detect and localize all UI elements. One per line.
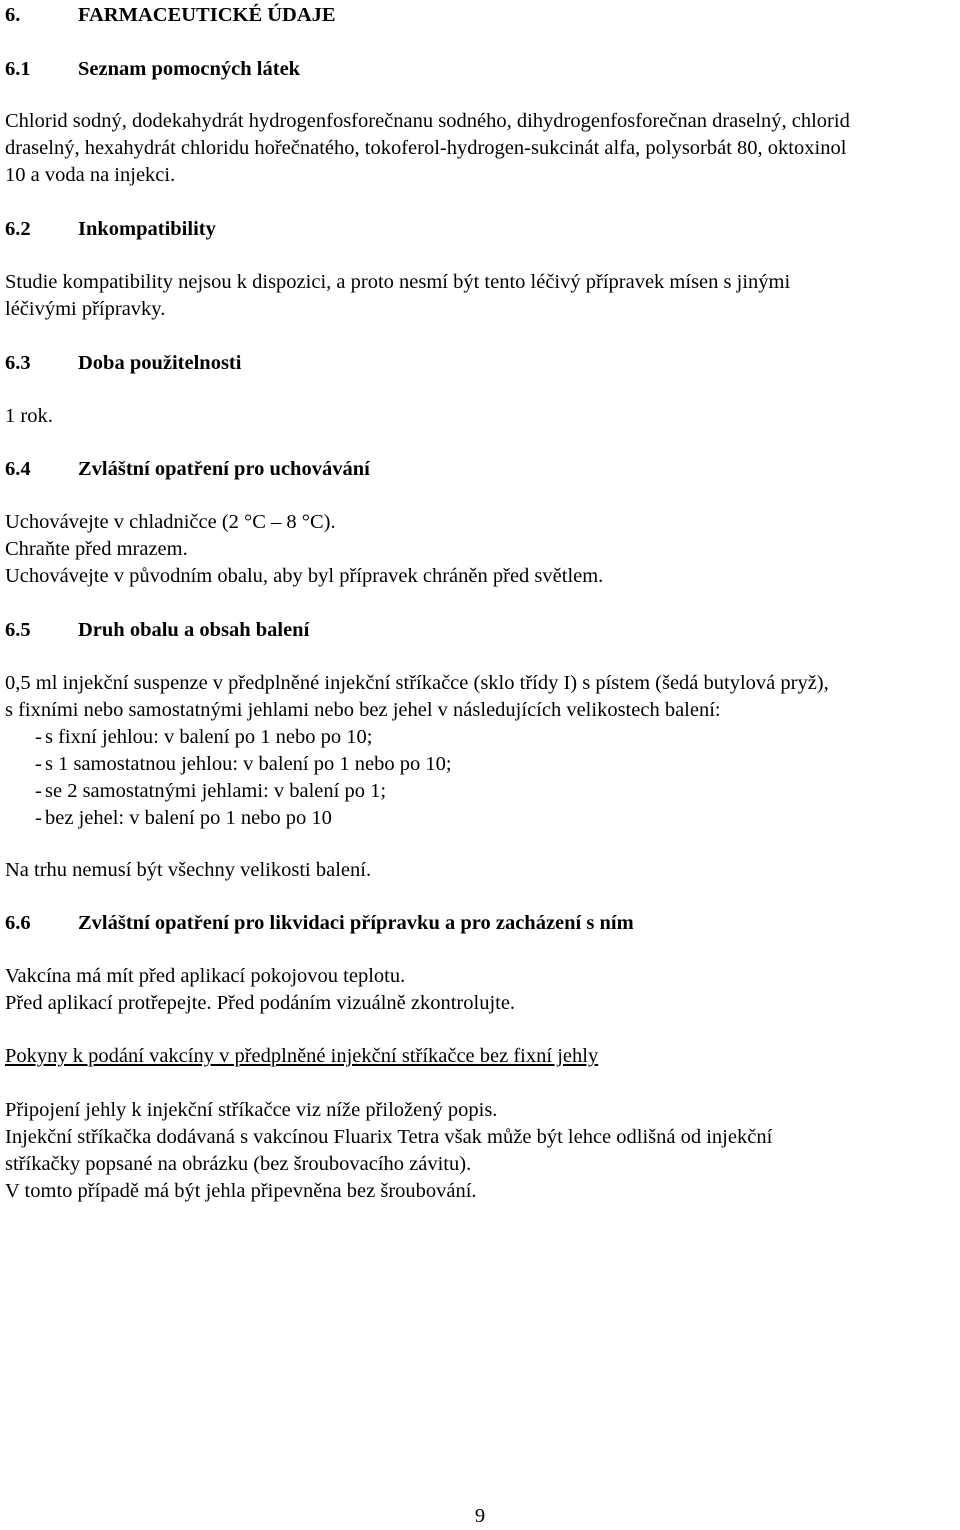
text-line: Injekční stříkačka dodávaná s vakcínou Fluarix Tetra však může být lehce odlišná od injekční [5, 1126, 773, 1148]
section-number: 6.2 [5, 218, 31, 240]
section-number: 6.1 [5, 58, 31, 80]
page-number: 9 [474, 1505, 486, 1527]
list-item-text: s 1 samostatnou jehlou: v balení po 1 nebo po 10; [45, 753, 452, 775]
text-line: s fixními nebo samostatnými jehlami nebo bez jehel v následujících velikostech balení: [5, 699, 721, 721]
list-item [5, 724, 829, 751]
text-line: Připojení jehly k injekční stříkačce viz níže přiložený popis. [5, 1099, 498, 1121]
section-heading-6-5 [5, 617, 309, 644]
section-title: Doba použitelnosti [78, 352, 242, 374]
section-number: 6.3 [5, 352, 31, 374]
section-heading-6 [5, 2, 336, 29]
section-heading-6-1 [5, 56, 300, 83]
list-dash: - [35, 726, 42, 748]
list-item-text: bez jehel: v balení po 1 nebo po 10 [45, 807, 332, 829]
list-item-text: s fixní jehlou: v balení po 1 nebo po 10; [45, 726, 373, 748]
section-title: Zvláštní opatření pro uchovávání [78, 458, 370, 480]
section-title: Druh obalu a obsah balení [78, 619, 310, 641]
section-number: 6.5 [5, 619, 31, 641]
text-line: 10 a voda na injekci. [5, 164, 176, 186]
text-line: Chlorid sodný, dodekahydrát hydrogenfosforečnanu sodného, dihydrogenfosforečnan draselný, chlorid [5, 110, 850, 132]
excipients-paragraph [5, 108, 850, 189]
text-line: Vakcína má mít před aplikací pokojovou teplotu. [5, 965, 406, 987]
text-line: Uchovávejte v původním obalu, aby byl přípravek chráněn před světlem. [5, 565, 604, 587]
pack-size-list [5, 724, 829, 832]
list-dash: - [35, 780, 42, 802]
text-line: Uchovávejte v chladničce (2 °C – 8 °C). [5, 511, 336, 533]
text-line: V tomto případě má být jehla připevněna bez šroubování. [5, 1180, 477, 1202]
text-line: draselný, hexahydrát chloridu hořečnatého, tokoferol-hydrogen-sukcinát alfa, polysorbát 80, oktoxinol [5, 137, 847, 159]
section-number: 6.6 [5, 912, 31, 934]
list-item [5, 805, 829, 832]
text-line: léčivými přípravky. [5, 298, 166, 320]
section-heading-6-4 [5, 456, 370, 483]
list-item-text: se 2 samostatnými jehlami: v balení po 1; [45, 780, 387, 802]
list-dash: - [35, 753, 42, 775]
section-heading-6-2 [5, 216, 216, 243]
instructions-subheading: Pokyny k podání vakcíny v předplněné injekční stříkačce bez fixní jehly [5, 1045, 599, 1067]
incompatibility-paragraph [5, 269, 790, 323]
instructions-paragraph [5, 1097, 772, 1205]
list-item [5, 778, 829, 805]
section-number: 6.4 [5, 458, 31, 480]
section-title: FARMACEUTICKÉ ÚDAJE [78, 4, 336, 26]
text-line: Před aplikací protřepejte. Před podáním vizuálně zkontrolujte. [5, 992, 516, 1014]
container-paragraph [5, 670, 829, 832]
text-line: 0,5 ml injekční suspenze v předplněné injekční stříkačce (sklo třídy I) s pístem (šedá butylová pryž), [5, 672, 829, 694]
section-title: Seznam pomocných látek [78, 58, 301, 80]
storage-paragraph [5, 509, 603, 590]
handling-paragraph [5, 963, 515, 1017]
list-dash: - [35, 807, 42, 829]
pack-sizes-note: Na trhu nemusí být všechny velikosti balení. [5, 859, 372, 881]
text-line: Chraňte před mrazem. [5, 538, 188, 560]
section-number: 6. [5, 4, 21, 26]
section-heading-6-6 [5, 910, 634, 937]
shelf-life-text: 1 rok. [5, 405, 53, 427]
text-line: stříkačky popsané na obrázku (bez šroubovacího závitu). [5, 1153, 472, 1175]
section-title: Zvláštní opatření pro likvidaci přípravku a pro zacházení s ním [78, 912, 634, 934]
section-title: Inkompatibility [78, 218, 216, 240]
list-item [5, 751, 829, 778]
text-line: Studie kompatibility nejsou k dispozici, a proto nesmí být tento léčivý přípravek mísen s jinými [5, 271, 791, 293]
section-heading-6-3 [5, 350, 241, 377]
